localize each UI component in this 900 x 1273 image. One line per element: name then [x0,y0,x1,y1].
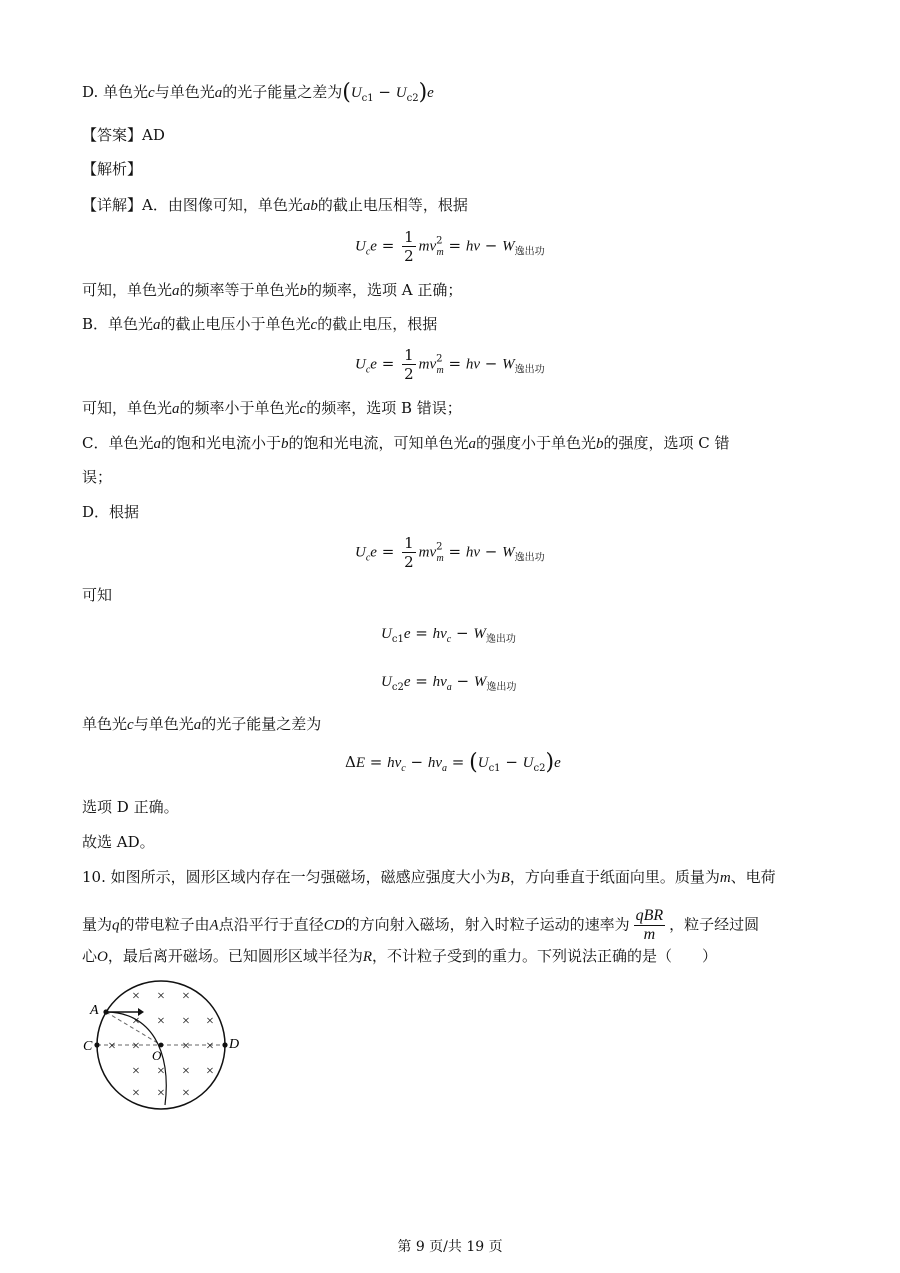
detail-c: C．单色光a的饱和光电流小于b的饱和光电流，可知单色光a的强度小于单色光b的强度，选项 C 错 [82,434,730,452]
cross-mark-icon: × [157,1014,165,1029]
detail-a: 【详解】A．由图像可知，单色光ab的截止电压相等，根据 [82,196,468,214]
equation-photoelectric-3: $U_ce$ = $\frac{1}{2}$ $mv^2_m = h\nu - W_{逸出功}$ [355,534,545,571]
cross-mark-icon: × [132,1064,140,1079]
answer: 【答案】AD [82,126,165,144]
cross-mark-icon: × [157,1086,165,1101]
equation-photoelectric-2: $U_ce$ = $\frac{1}{2}$ $mv^2_m = h\nu - W_{逸出功}$ [355,346,545,383]
detail-c-cont: 误； [82,468,113,486]
energy-diff-text: 单色光c与单色光a的光子能量之差为 [82,715,322,733]
page-footer: 第 9 页/共 19 页 [397,1239,503,1255]
q10-line1: 10. 如图所示，圆形区域内存在一匀强磁场，磁感应强度大小为B，方向垂直于纸面向里。质量为m、电荷 [82,868,776,886]
label-o: O [152,1048,162,1063]
label-a: A [90,1003,99,1018]
cross-mark-icon: × [182,1014,190,1029]
conclusion-b: 可知，单色光a的频率小于单色光c的频率，选项 B 错误； [82,399,462,417]
magnetic-field-figure [80,980,260,1120]
kezhi: 可知 [82,586,113,604]
cross-mark-icon: × [132,989,140,1004]
label-d: D [229,1037,240,1052]
equation-uc1: $U_{c1}e = h\nu_c - W_{逸出功}$ [381,624,516,645]
cross-mark-icon: × [157,1064,165,1079]
final-choice: 故选 AD。 [82,833,155,851]
q10-line2: 量为q的带电粒子由A点沿平行于直径CD的方向射入磁场，射入时粒子运动的速率为 $\frac{\text{qBR}}{m}$ ，粒子经过圆 [82,907,760,943]
point-a [103,1009,108,1014]
equation-uc2: $U_{c2}e = h\nu_a - W_{逸出功}$ [381,672,517,693]
label-c: C [83,1039,93,1054]
equation-photoelectric-1: $U_ce$ = $\frac{1}{2}$ $mv^2_m = h\nu - W_{逸出功}$ [355,228,545,265]
conclusion-a: 可知，单色光a的频率等于单色光b的频率，选项 A 正确； [82,281,463,299]
cross-mark-icon: × [108,1039,116,1054]
cross-mark-icon: × [182,1086,190,1101]
equation-energy-diff: $\Delta E = h\nu_c - h\nu_a = (U_{c1} - U_{c2})e$ [345,750,561,775]
q10-line3: 心O，最后离开磁场。已知圆形区域半径为R，不计粒子受到的重力。下列说法正确的是（ ） [82,947,718,965]
analysis-header: 【解析】 [82,160,143,178]
point-d [222,1042,227,1047]
detail-d: D．根据 [82,503,140,521]
cross-mark-icon: × [132,1086,140,1101]
cross-mark-icon: × [182,989,190,1004]
detail-b: B．单色光a的截止电压小于单色光c的截止电压，根据 [82,315,438,333]
cross-mark-icon: × [206,1039,214,1054]
speed-fraction: $\frac{\text{qBR}}{m}$ [635,907,664,943]
point-c [94,1042,99,1047]
cross-mark-icon: × [206,1014,214,1029]
cross-mark-icon: × [157,989,165,1004]
cross-mark-icon: × [206,1064,214,1079]
option-d-line: D. 单色光c与单色光a的光子能量之差为$(U_{c1} - U_{c2})e$ [82,80,434,105]
cross-mark-icon: × [132,1014,140,1029]
cross-mark-icon: × [182,1039,190,1054]
point-o [159,1043,164,1048]
cross-mark-icon: × [132,1039,140,1054]
cross-mark-icon: × [182,1064,190,1079]
option-d-correct: 选项 D 正确。 [82,798,179,816]
